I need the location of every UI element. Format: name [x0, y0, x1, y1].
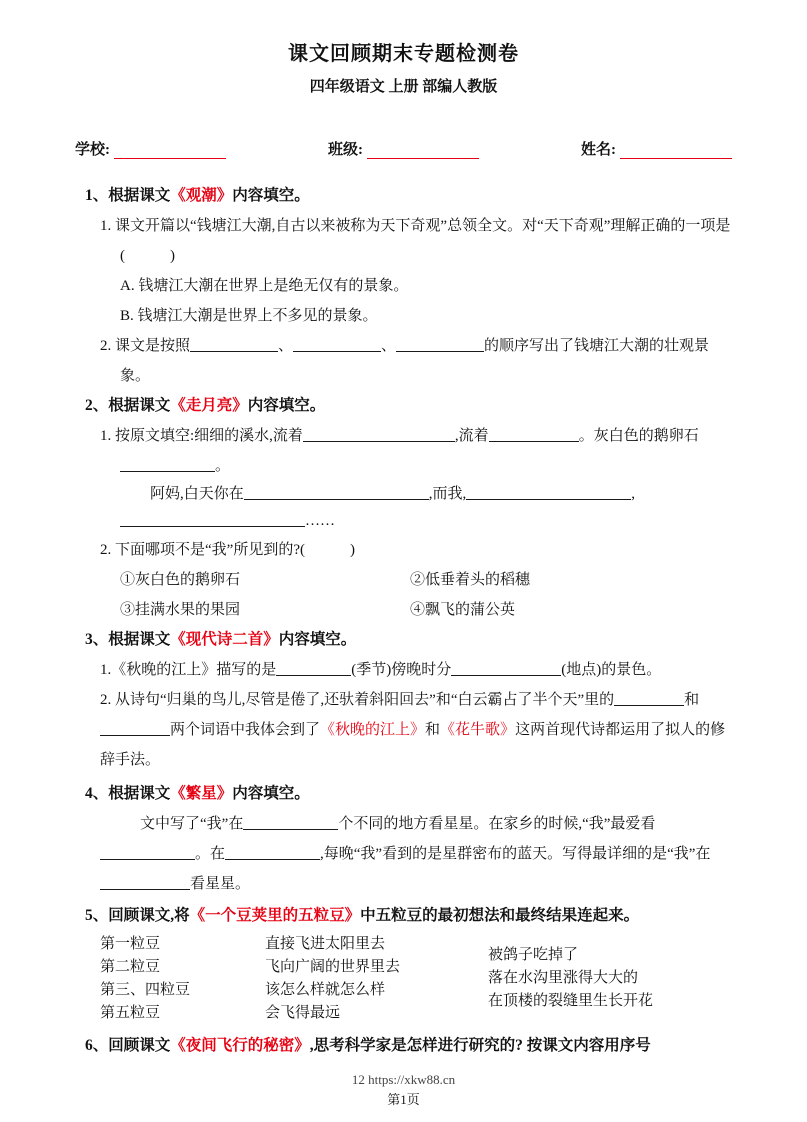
section-4-paragraph [75, 809, 732, 899]
fill-in-blank[interactable] [293, 336, 381, 352]
text-run: 5、回顾课文,将 [85, 907, 190, 924]
section-3-question-1 [75, 655, 732, 685]
choice-item: ②低垂着头的稻穗 [410, 572, 531, 588]
section-6-header [75, 1031, 732, 1061]
text-run: 、 [381, 338, 397, 354]
lesson-title: 《秋晚的江上》 [320, 722, 426, 738]
section-1-option-b [75, 301, 732, 331]
text-run: 1. 课文开篇以“钱塘江大潮,自古以来被称为天下奇观”总领全文。对“天下奇观”理解正确的一项是( ) [100, 218, 731, 264]
fill-in-blank[interactable] [100, 874, 190, 890]
lesson-title: 《走月亮》 [170, 397, 248, 414]
section-1-question-1 [75, 211, 732, 271]
text-run: 1. 按原文填空:细细的溪水,流着 [100, 428, 303, 444]
section-3-question-2 [75, 685, 732, 775]
match-item[interactable]: 落在水沟里涨得大大的 [488, 970, 639, 986]
section-2-quote-line-1 [75, 481, 732, 508]
text-run: ,每晚“我”看到的是星群密布的蓝天。写得最详细的是“我”在 [320, 846, 711, 862]
match-item[interactable]: 被鸽子吃掉了 [488, 947, 579, 963]
match-item[interactable]: 会飞得最远 [265, 1005, 341, 1021]
text-run: 看星星。 [190, 876, 251, 892]
section-1-option-a [75, 271, 732, 301]
text-run: …… [305, 513, 335, 529]
text-run: 6、回顾课文 [85, 1037, 171, 1054]
text-run: 内容填空。 [278, 631, 357, 648]
text-run: 中五粒豆的最初想法和最终结果连起来。 [360, 907, 640, 924]
match-item[interactable]: 第二粒豆 [100, 959, 161, 975]
name-label: 姓名: [581, 142, 616, 158]
text-run: 内容填空。 [247, 397, 326, 414]
exam-body [75, 181, 732, 1061]
text-run: 1.《秋晚的江上》描写的是 [100, 662, 277, 678]
fill-in-blank[interactable] [100, 720, 170, 736]
lesson-title: 《繁星》 [170, 785, 233, 802]
footer-url: 12 https://xkw88.cn [351, 1072, 456, 1087]
fill-in-blank[interactable] [276, 660, 351, 676]
match-column-wishes [265, 933, 488, 1025]
text-run: 和 [684, 692, 700, 708]
fill-in-blank[interactable] [303, 426, 455, 442]
text-run: 文中写了“我”在 [140, 816, 244, 832]
class-label: 班级: [328, 142, 363, 158]
page-title: 课文回顾期末专题检测卷 [288, 43, 519, 65]
section-2-quote-line-2 [75, 508, 732, 535]
text-run: 4、根据课文 [85, 785, 171, 802]
text-run: B. 钱塘江大潮是世界上不多见的景象。 [120, 308, 378, 324]
text-run: ,流着 [454, 428, 489, 444]
fill-in-blank[interactable] [120, 456, 215, 472]
text-run: ,而我, [428, 486, 467, 502]
fill-in-blank[interactable] [190, 336, 278, 352]
match-item[interactable]: 直接飞进太阳里去 [265, 936, 386, 952]
class-input-line[interactable] [367, 143, 479, 159]
text-run: 2、根据课文 [85, 397, 171, 414]
name-input-line[interactable] [620, 143, 732, 159]
text-run: 。 [215, 458, 231, 474]
text-run: 。在 [195, 846, 226, 862]
text-run: (季节)傍晚时分 [351, 662, 452, 678]
text-run: 。灰白色的鹅卵石 [578, 428, 699, 444]
fill-in-blank[interactable] [243, 814, 338, 830]
match-item[interactable]: 飞向广阔的世界里去 [265, 959, 401, 975]
choice-item: ③挂满水果的果园 [120, 602, 241, 618]
text-run: 和 [425, 722, 441, 738]
class-field [328, 138, 479, 159]
section-2-choices-row-1 [75, 565, 732, 595]
fill-in-blank[interactable] [225, 844, 320, 860]
fill-in-blank[interactable] [396, 336, 484, 352]
text-run: , [631, 486, 636, 502]
section-4-header [75, 779, 732, 809]
school-field [75, 138, 226, 159]
text-run: 的顺序写出了钱塘江大潮的壮观景象。 [120, 338, 710, 384]
lesson-title: 《夜间飞行的秘密》 [170, 1037, 310, 1054]
text-run: 内容填空。 [232, 785, 310, 802]
match-item[interactable]: 该怎么样就怎么样 [265, 982, 386, 998]
school-label: 学校: [75, 142, 110, 158]
fill-in-blank[interactable] [614, 690, 684, 706]
text-run: 个不同的地方看星星。在家乡的时候,“我”最爱看 [338, 816, 656, 832]
text-run: 2. 下面哪项不是“我”所见到的?( ) [100, 542, 355, 558]
page-number: 第1页 [387, 1092, 420, 1107]
text-run: 这两首现代诗都运用了拟人的修辞手法。 [100, 722, 726, 768]
text-run: 3、根据课文 [85, 631, 171, 648]
match-column-results [488, 933, 653, 1025]
section-2-question-1 [75, 421, 732, 481]
fill-in-blank[interactable] [244, 484, 429, 500]
fill-in-blank[interactable] [100, 844, 195, 860]
matching-exercise [75, 933, 732, 1025]
section-2-choices-row-2 [75, 595, 732, 625]
match-item[interactable]: 在顶楼的裂缝里生长开花 [488, 993, 654, 1009]
lesson-title: 《现代诗二首》 [170, 631, 279, 648]
fill-in-blank[interactable] [466, 484, 631, 500]
section-2-question-2 [75, 535, 732, 565]
lesson-title: 《一个豆荚里的五粒豆》 [189, 907, 361, 924]
student-info-row [75, 138, 732, 159]
text-run: 2. 课文是按照 [100, 338, 191, 354]
text-run: A. 钱塘江大潮在世界上是绝无仅有的景象。 [120, 278, 409, 294]
page-footer [0, 1070, 807, 1110]
section-2-header [75, 391, 732, 421]
section-5-header [75, 901, 732, 931]
text-run: ,思考科学家是怎样进行研究的? 按课文内容用序号 [309, 1037, 651, 1054]
text-run: 1、根据课文 [85, 187, 171, 204]
match-item[interactable]: 第一粒豆 [100, 936, 161, 952]
school-input-line[interactable] [114, 143, 226, 159]
lesson-title: 《观潮》 [170, 187, 233, 204]
text-run: 内容填空。 [232, 187, 310, 204]
choice-item: ④飘飞的蒲公英 [410, 602, 516, 618]
section-1-question-2 [75, 331, 732, 391]
fill-in-blank[interactable] [451, 660, 561, 676]
text-run: 阿妈,白天你在 [150, 486, 244, 502]
fill-in-blank[interactable] [489, 426, 579, 442]
text-run: (地点)的景色。 [561, 662, 662, 678]
match-column-beans [100, 933, 265, 1025]
section-3-header [75, 625, 732, 655]
text-run: 2. 从诗句“归巢的鸟儿,尽管是倦了,还驮着斜阳回去”和“白云霸占了半个天”里的 [100, 692, 615, 708]
fill-in-blank[interactable] [120, 511, 305, 527]
match-item[interactable]: 第五粒豆 [100, 1005, 161, 1021]
choice-item: ①灰白色的鹅卵石 [120, 572, 241, 588]
name-field [581, 138, 732, 159]
text-run: 、 [278, 338, 294, 354]
match-item[interactable]: 第三、四粒豆 [100, 982, 191, 998]
lesson-title: 《花牛歌》 [440, 722, 516, 738]
page-subtitle: 四年级语文 上册 部编人教版 [309, 79, 498, 95]
section-1-header [75, 181, 732, 211]
text-run: 两个词语中我体会到了 [170, 722, 321, 738]
